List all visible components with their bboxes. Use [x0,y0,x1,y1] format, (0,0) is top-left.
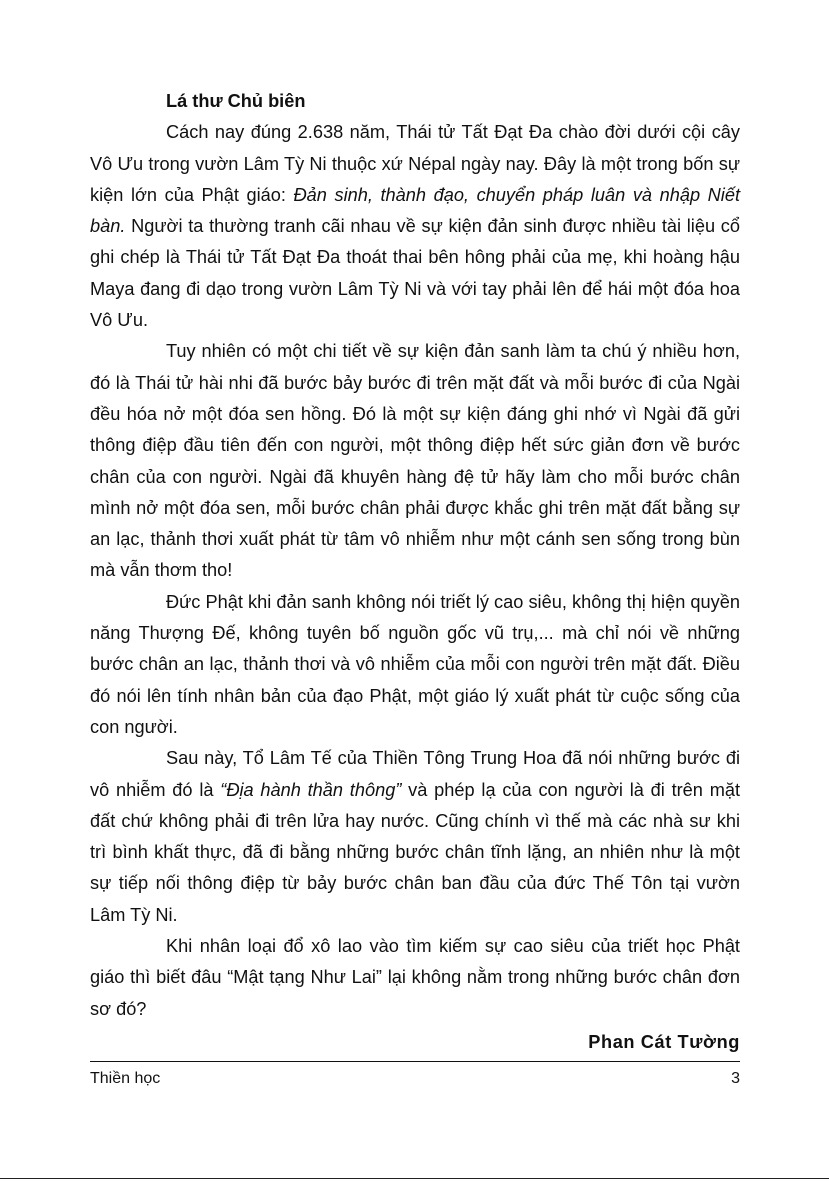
footer-divider [90,1061,740,1062]
paragraph-1 [90,117,740,336]
paragraph-4-text-b: và phép lạ của con người là đi trên mặt đất chứ không phải đi trên lửa hay nước. Cũng chính vì thế mà các nhà sư khi trì bình khất thực, đã đi bằng những bước chân tĩnh lặng, an nhiên như là một sự tiếp nối thông điệp từ bảy bước chân ban đầu của đức Thế Tôn tại vườn Lâm Tỳ Ni. [90,779,741,925]
paragraph-4 [90,743,740,931]
page-number: 3 [731,1070,740,1087]
paragraph-5: Khi nhân loại đổ xô lao vào tìm kiếm sự cao siêu của triết học Phật giáo thì biết đâu “Mật tạng Như Lai” lại không nằm trong những bước chân đơn sơ đó? [90,936,740,1019]
paragraph-1-text-b: Người ta thường tranh cãi nhau về sự kiện đản sinh được nhiều tài liệu cổ ghi chép là Thái tử Tất Đạt Đa thoát thai bên hông phải của mẹ, khi hoàng hậu Maya đang đi dạo trong vườn Lâm Tỳ Ni và với tay phải lên để hái một đóa hoa Vô Ưu. [90,216,740,331]
paragraph-4-emphasis: “Địa hành thần thông” [220,779,402,800]
paragraph-2: Tuy nhiên có một chi tiết về sự kiện đản sanh làm ta chú ý nhiều hơn, đó là Thái tử hài nhi đã bước bảy bước đi trên mặt đất và mỗi bước đi của Ngài đều hóa nở một đóa sen hồng. Đó là một sự kiện đáng ghi nhớ vì Ngài đã gửi thông điệp đầu tiên đến con người, một thông điệp hết sức giản đơn về bước chân của con người. Ngài đã khuyên hàng đệ tử hãy làm cho mỗi bước chân mình nở một đóa sen, mỗi bước chân phải được khắc ghi trên mặt đất bằng sự an lạc, thảnh thơi xuất phát từ tâm vô nhiễm như một cánh sen sống trong bùn mà vẫn thơm tho! [90,341,740,581]
publication-name: Thiền học [90,1070,161,1087]
page-bottom-edge [0,1178,829,1179]
paragraph-4-text-a: Sau này, Tổ Lâm Tế của Thiền Tông Trung Hoa đã nói những bước đi vô nhiễm đó là [90,748,740,800]
signature: Phan Cát Tường [588,1031,740,1052]
editor-letter [90,86,740,1058]
paragraph-1-emphasis: Đản sinh, thành đạo, chuyển pháp luân và nhập Niết bàn. [90,184,740,237]
paragraph-3: Đức Phật khi đản sanh không nói triết lý cao siêu, không thị hiện quyền năng Thượng Đế, không tuyên bố nguồn gốc vũ trụ,... mà chỉ nói về những bước chân an lạc, thảnh thơi và vô nhiễm của mỗi con người trên mặt đất. Điều đó nói lên tính nhân bản của đạo Phật, một giáo lý xuất phát từ cuộc sống của con người. [90,591,740,737]
page-footer [90,1070,740,1088]
letter-title: Lá thư Chủ biên [166,91,306,111]
paragraph-1-text-a: Cách nay đúng 2.638 năm, Thái tử Tất Đạt Đa chào đời dưới cội cây Vô Ưu trong vườn Lâm Tỳ Ni thuộc xứ Népal ngày nay. Đây là một trong bốn sự kiện lớn của Phật giáo: [90,122,740,205]
